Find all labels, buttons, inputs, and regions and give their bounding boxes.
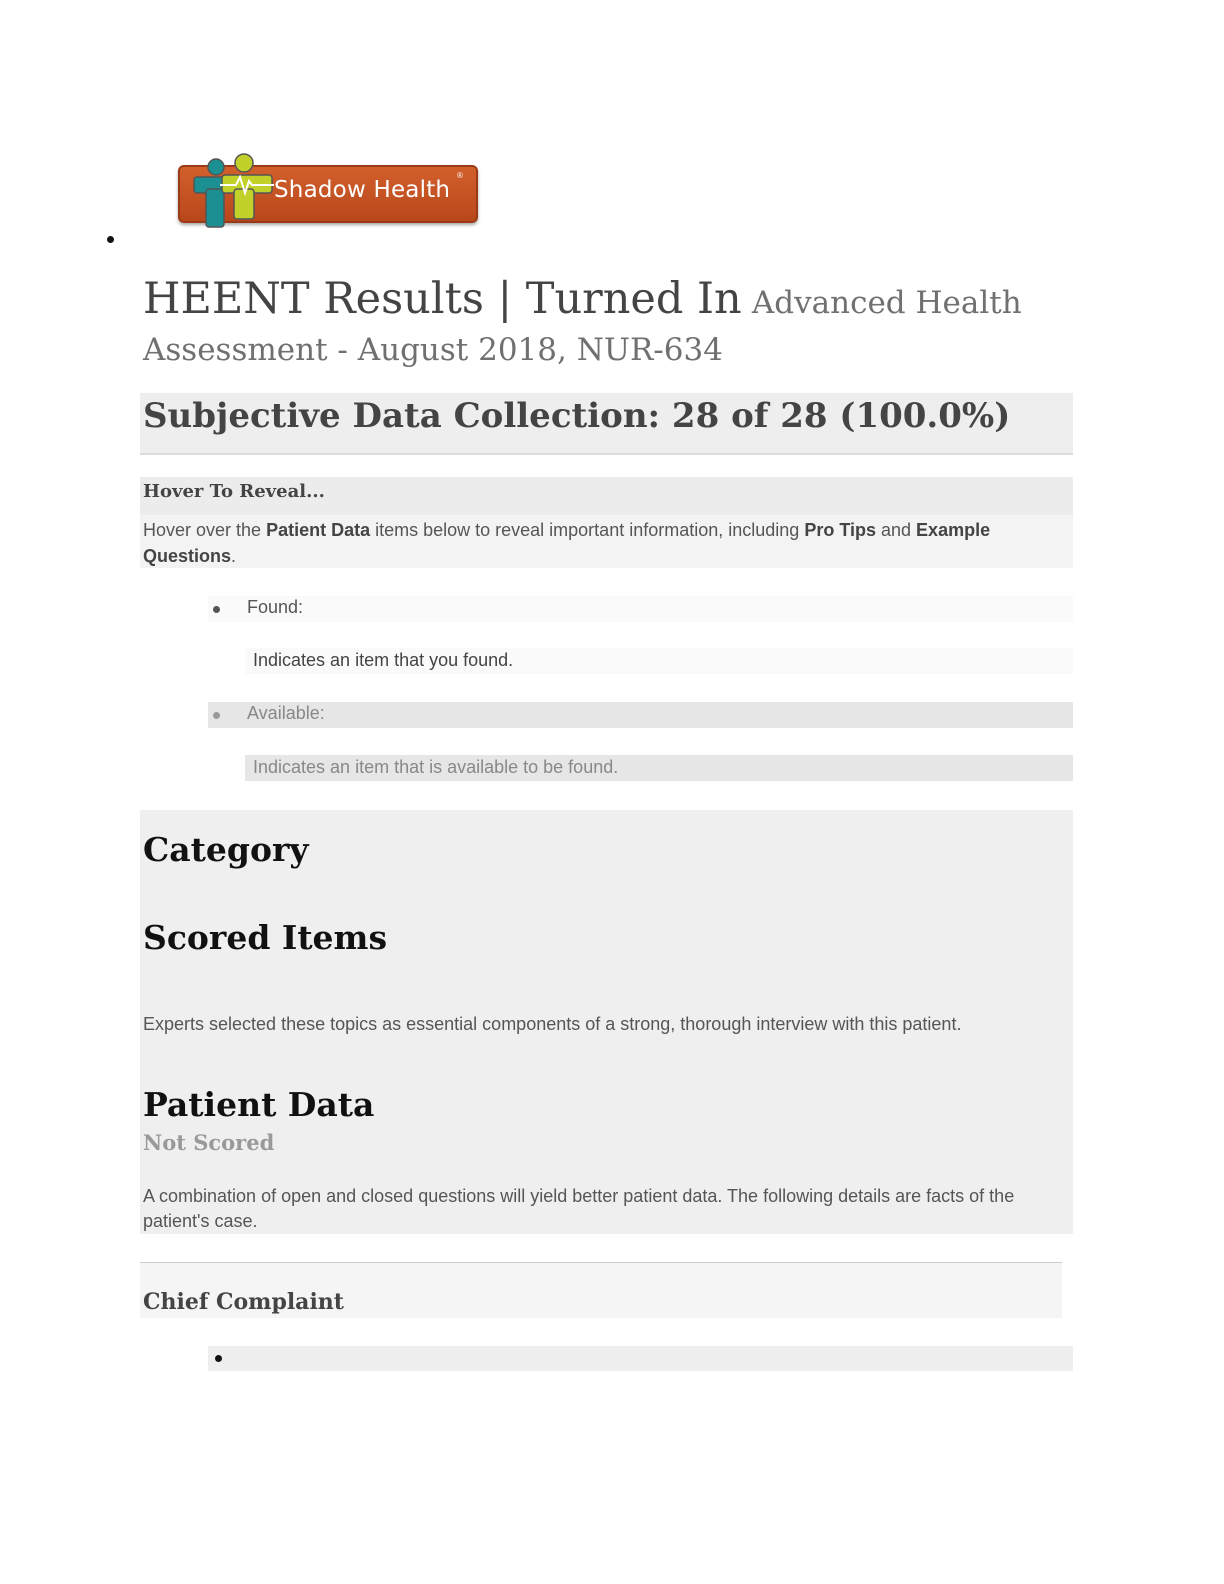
course-name: Advanced Health Assessment - August 2018, NUR-634 — [143, 285, 1022, 368]
hover-text-part: . — [231, 546, 237, 566]
hover-panel-header — [140, 477, 1073, 515]
logo-text: Shadow Health — [274, 177, 451, 203]
page-title-main: HEENT Results | Turned In — [143, 274, 742, 324]
legend-found-label: Found: — [247, 597, 304, 617]
hover-panel-title: Hover To Reveal... — [143, 481, 325, 502]
hover-panel-text — [143, 517, 1068, 569]
chief-complaint-section — [140, 1263, 1062, 1318]
legend-found-item — [208, 596, 1073, 622]
legend-found-description — [245, 648, 1073, 674]
score-heading: Subjective Data Collection: 28 of 28 (100.0%) — [143, 396, 1011, 436]
score-header — [140, 393, 1073, 455]
category-heading: Category — [143, 830, 309, 869]
chief-complaint-heading: Chief Complaint — [143, 1289, 344, 1315]
registered-mark: ® — [457, 171, 463, 180]
page-title — [143, 276, 1043, 373]
list-bullet — [107, 236, 114, 243]
hover-text-part: Hover over the — [143, 520, 267, 540]
person-figure-icon — [184, 153, 280, 229]
scored-items-heading: Scored Items — [143, 918, 388, 957]
legend-bullet — [213, 712, 220, 719]
chief-complaint-item[interactable] — [208, 1346, 1073, 1371]
legend-available-text: Indicates an item that is available to be found. — [253, 757, 619, 777]
hover-text-bold-pro-tips: Pro Tips — [804, 520, 876, 540]
scored-items-description: Experts selected these topics as essential components of a strong, thorough interview with this patient. — [143, 1014, 962, 1034]
legend-available-label: Available: — [247, 703, 325, 723]
hover-text-part: items below to reveal important information, including — [370, 520, 805, 540]
shadow-health-logo — [178, 153, 476, 229]
list-bullet — [215, 1355, 222, 1362]
category-panel — [140, 810, 1073, 1234]
hover-text-bold-patient-data: Patient Data — [266, 520, 371, 540]
legend-available-description — [245, 755, 1073, 781]
hover-text-part: and — [876, 520, 917, 540]
legend-available-item — [208, 702, 1073, 728]
patient-data-heading: Patient Data — [143, 1085, 375, 1124]
patient-data-description: A combination of open and closed questions will yield better patient data. The following details are facts of the patient's case. — [143, 1186, 1015, 1231]
not-scored-label: Not Scored — [143, 1130, 275, 1155]
hover-text-bold-example-questions: Example Questions — [143, 520, 991, 566]
legend-found-text: Indicates an item that you found. — [253, 650, 514, 670]
legend-bullet — [213, 606, 220, 613]
hover-to-reveal-panel — [140, 477, 1073, 568]
